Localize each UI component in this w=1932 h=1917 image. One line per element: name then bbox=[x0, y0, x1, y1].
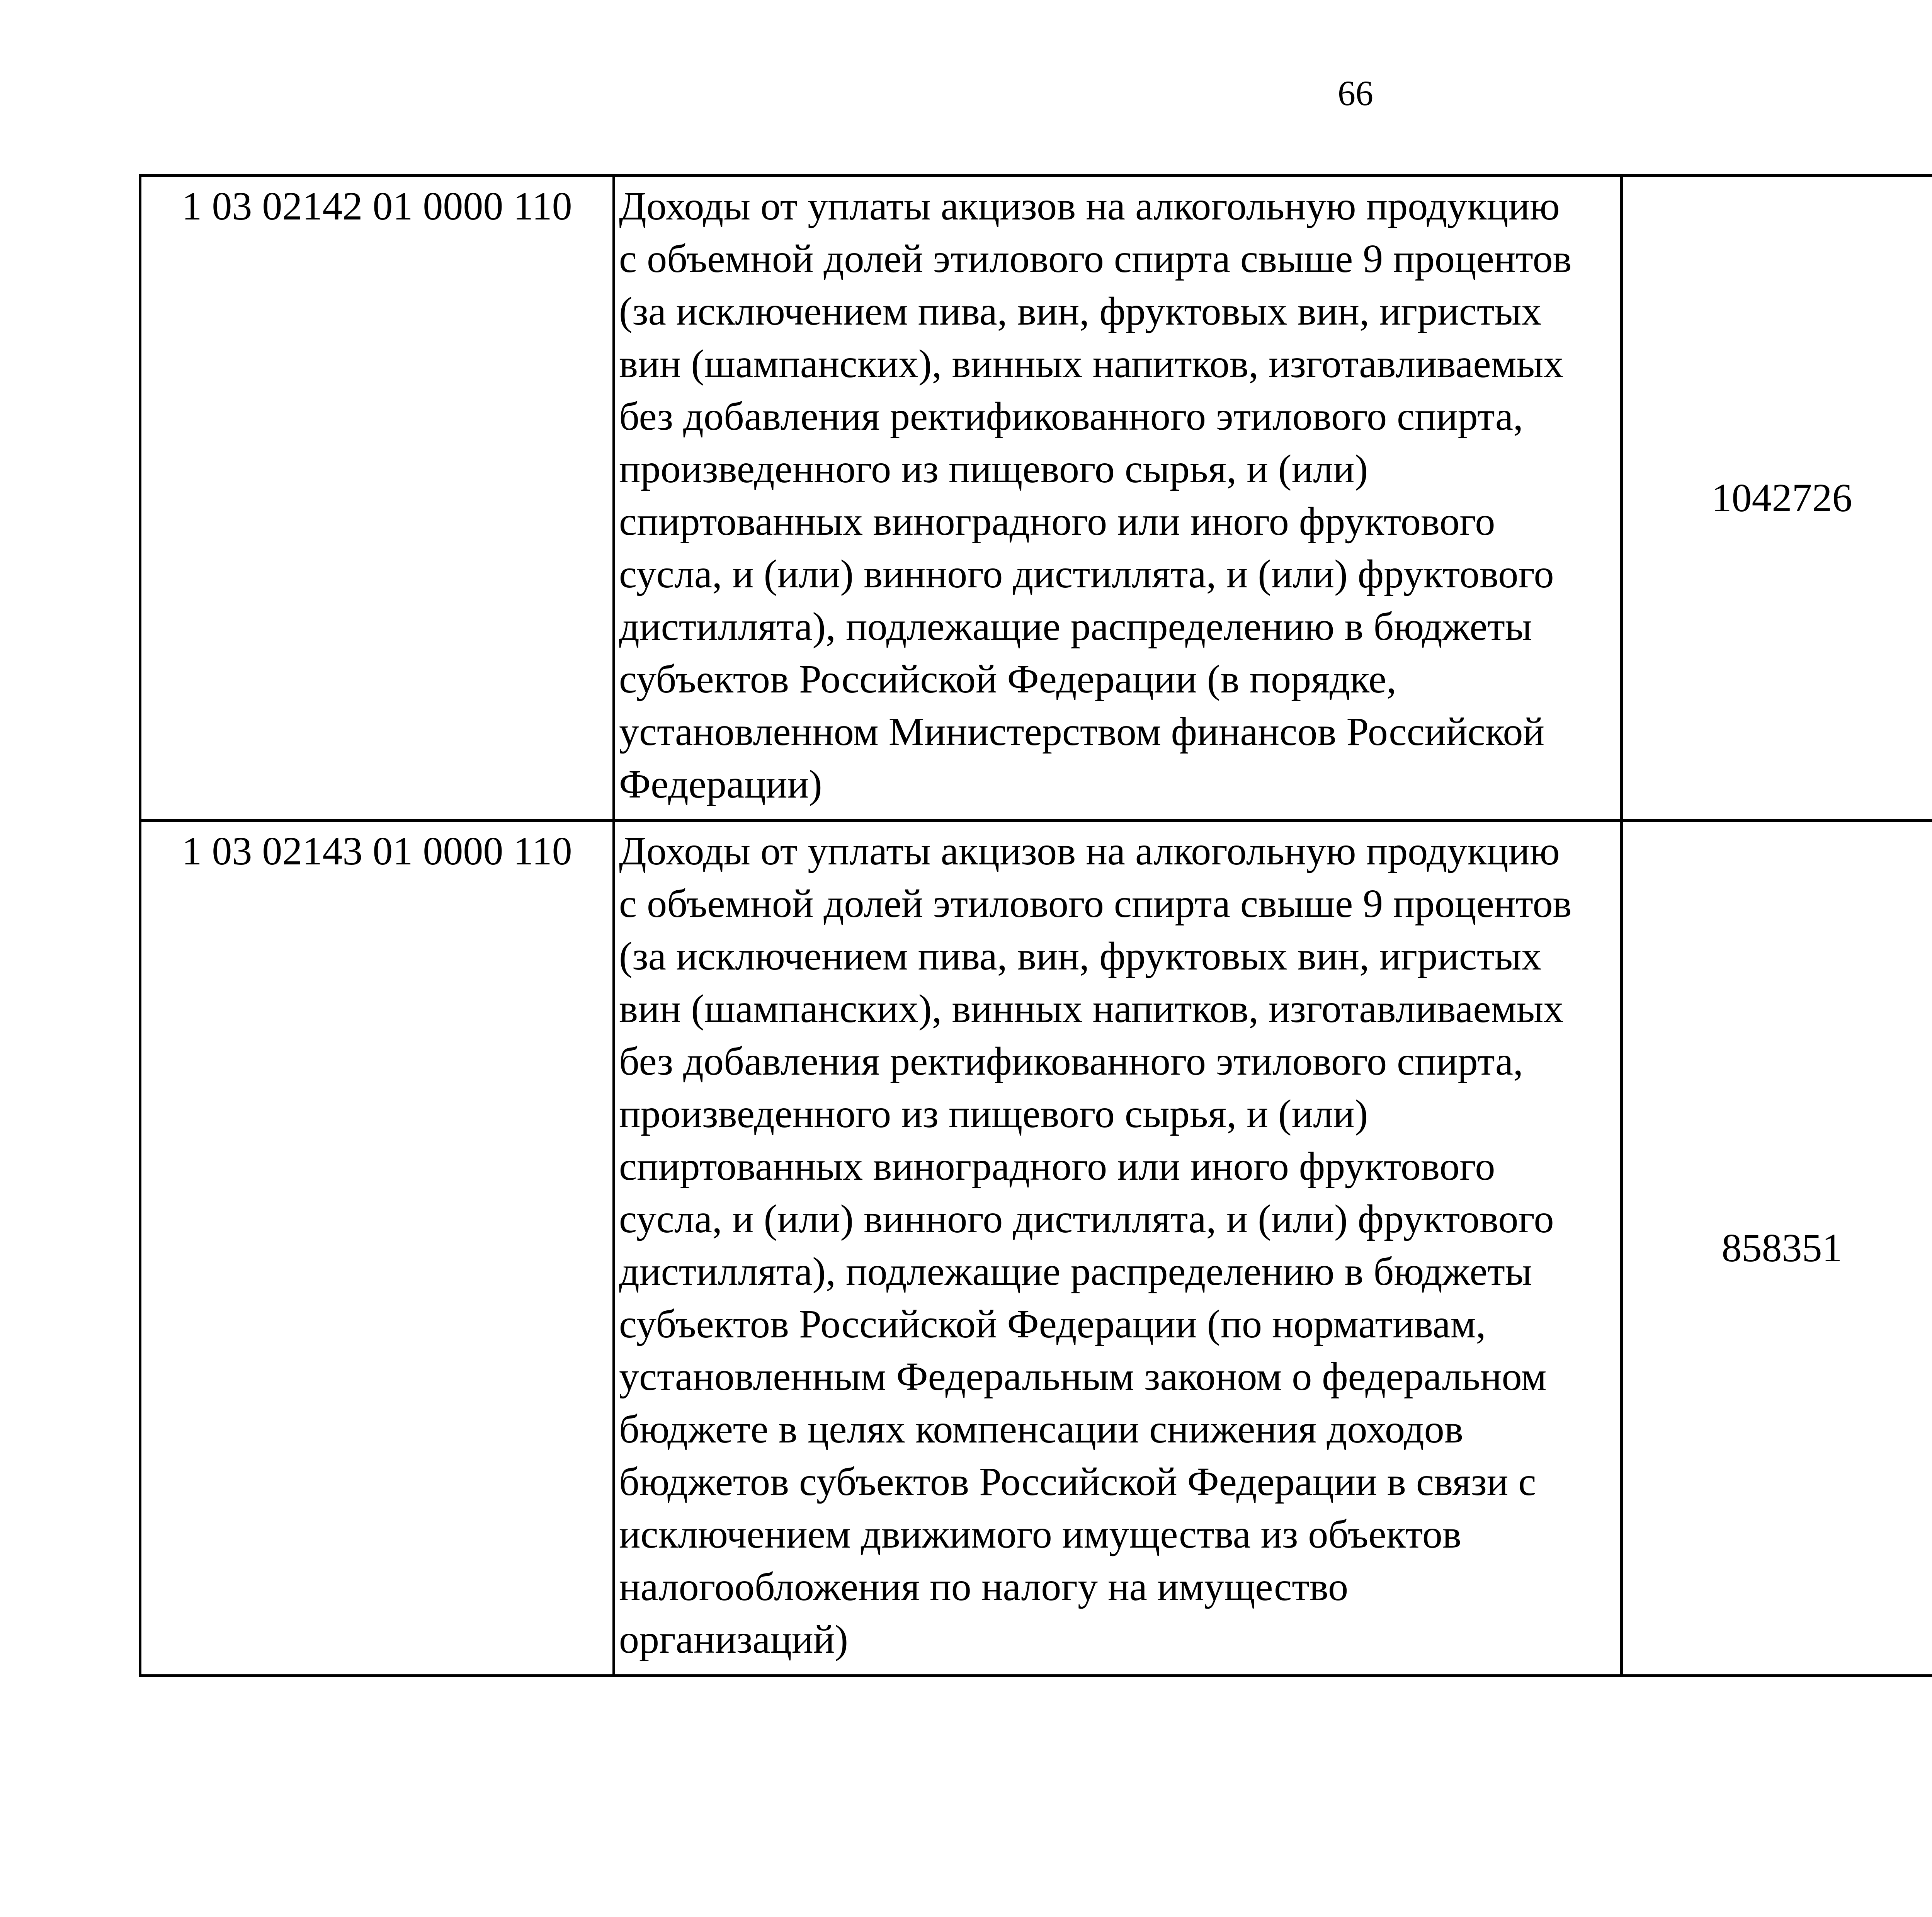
description-cell bbox=[614, 176, 1622, 821]
description-text: Доходы от уплаты акцизов на алкогольную продукцию с объемной долей этилового спирта свыше 9 процентов (за исключением пива, вин, фруктовых вин, игристых вин (шампанских), винных напитков, изготавливаемых без добавления ректификованного этилового спирта, произведенного из пищевого сырья, и (или) спиртованных виноградного или иного фруктового сусла, и (или) винного дистиллята, и (или) фруктового дистиллята), подлежащие распределению в бюджеты субъектов Российской Федерации (по нормативам, установленным Федеральным законом о федеральном бюджете в целях компенсации снижения доходов бюджетов субъектов Российской Федерации в связи с исключением движимого имущества из объектов налогообложения по налогу на имущество организаций) bbox=[619, 829, 1572, 1662]
budget-revenue-table bbox=[139, 174, 1932, 1677]
page-number: 66 bbox=[1338, 73, 1373, 113]
description-text: Доходы от уплаты акцизов на алкогольную продукцию с объемной долей этилового спирта свыше 9 процентов (за исключением пива, вин, фруктовых вин, игристых вин (шампанских), винных напитков, изготавливаемых без добавления ректификованного этилового спирта, произведенного из пищевого сырья, и (или) спиртованных виноградного или иного фруктового сусла, и (или) винного дистиллята, и (или) фруктового дистиллята), подлежащие распределению в бюджеты субъектов Российской Федерации (в порядке, установленном Министерством финансов Российской Федерации) bbox=[619, 184, 1572, 806]
description-cell bbox=[614, 821, 1622, 1676]
table-row bbox=[140, 176, 1932, 821]
budget-code-cell: 1 03 02142 01 0000 110 bbox=[140, 176, 614, 821]
budget-code-cell: 1 03 02143 01 0000 110 bbox=[140, 821, 614, 1676]
value-cell-year-1: 1042726 bbox=[1622, 176, 1932, 821]
value-cell-year-1: 858351 bbox=[1622, 821, 1932, 1676]
table-row bbox=[140, 821, 1932, 1676]
